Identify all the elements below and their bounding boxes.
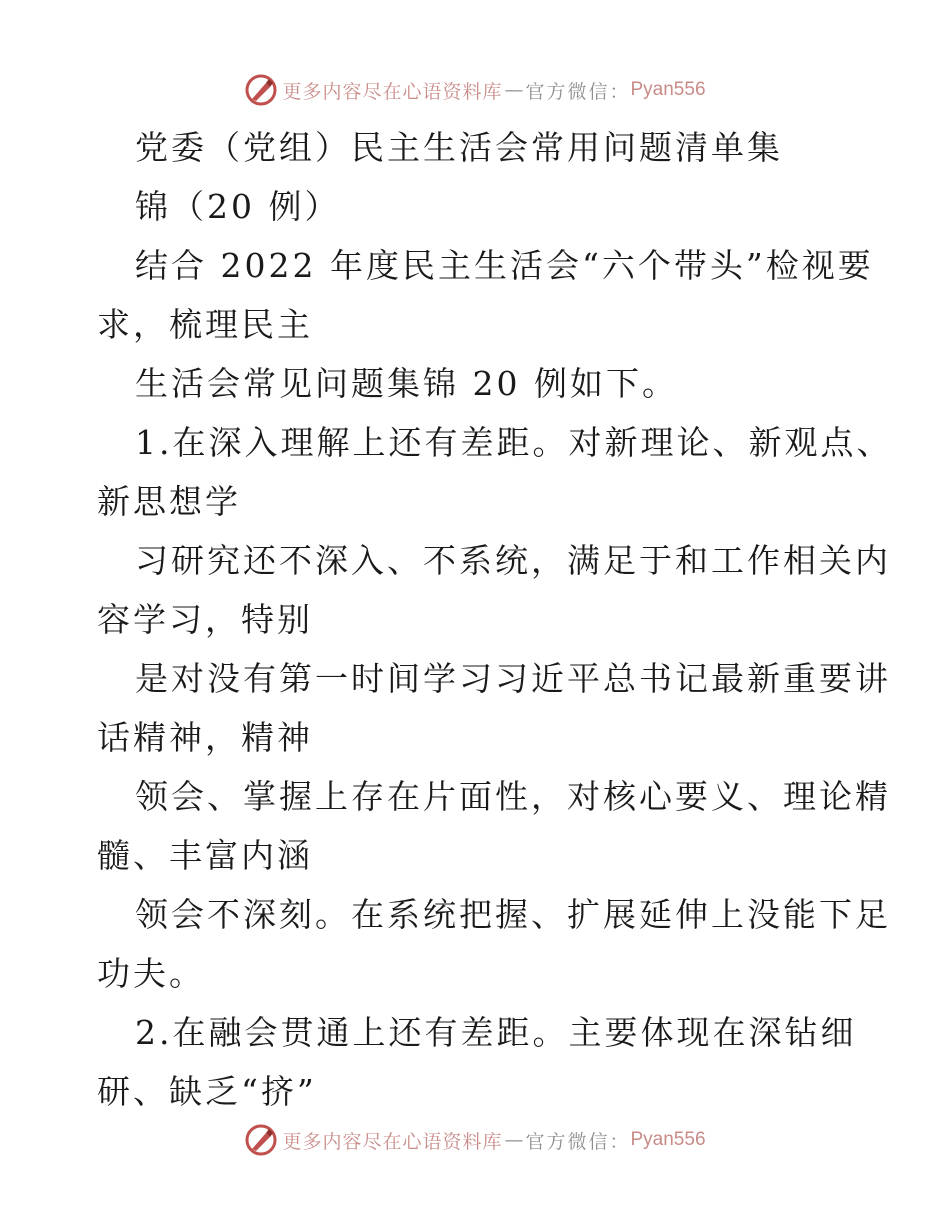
doc-line: 话精神，精神 — [97, 718, 313, 757]
watermark-wechat-id: Pyan556 — [630, 1129, 706, 1150]
header-watermark — [0, 70, 950, 110]
pen-logo-icon — [244, 73, 278, 107]
doc-line: 领会、掌握上存在片面性，对核心要义、理论精 — [135, 777, 891, 816]
doc-line: 1.在深入理解上还有差距。对新理论、新观点、 — [135, 423, 893, 462]
footer-watermark — [0, 1120, 950, 1160]
watermark-text: 更多内容尽在心语资料库 — [282, 80, 503, 103]
watermark-dash: — — [504, 79, 524, 101]
watermark-wechat-label: 官方微信： — [525, 80, 631, 103]
pen-logo-icon — [244, 1123, 278, 1157]
doc-line: 锦（20 例） — [135, 187, 341, 226]
doc-line: 结合 2022 年度民主生活会“六个带头”检视要 — [135, 246, 874, 285]
doc-line: 功夫。 — [97, 954, 205, 993]
doc-line: 求，梳理民主 — [97, 305, 313, 344]
doc-line: 2.在融会贯通上还有差距。主要体现在深钻细 — [135, 1013, 857, 1052]
watermark-dash: — — [504, 1129, 524, 1151]
watermark-wechat-id: Pyan556 — [630, 79, 706, 100]
doc-line: 领会不深刻。在系统把握、扩展延伸上没能下足 — [135, 895, 891, 934]
doc-line: 髓、丰富内涵 — [97, 836, 313, 875]
watermark-wechat-label: 官方微信： — [525, 1130, 631, 1153]
doc-line: 容学习，特别 — [97, 600, 313, 639]
doc-line: 是对没有第一时间学习习近平总书记最新重要讲 — [135, 659, 891, 698]
doc-line: 习研究还不深入、不系统，满足于和工作相关内 — [135, 541, 891, 580]
doc-line: 新思想学 — [97, 482, 241, 521]
doc-line: 党委（党组）民主生活会常用问题清单集 — [135, 128, 783, 167]
doc-line: 生活会常见问题集锦 20 例如下。 — [135, 364, 678, 403]
doc-line: 研、缺乏“挤” — [97, 1072, 317, 1111]
watermark-text: 更多内容尽在心语资料库 — [282, 1130, 503, 1153]
